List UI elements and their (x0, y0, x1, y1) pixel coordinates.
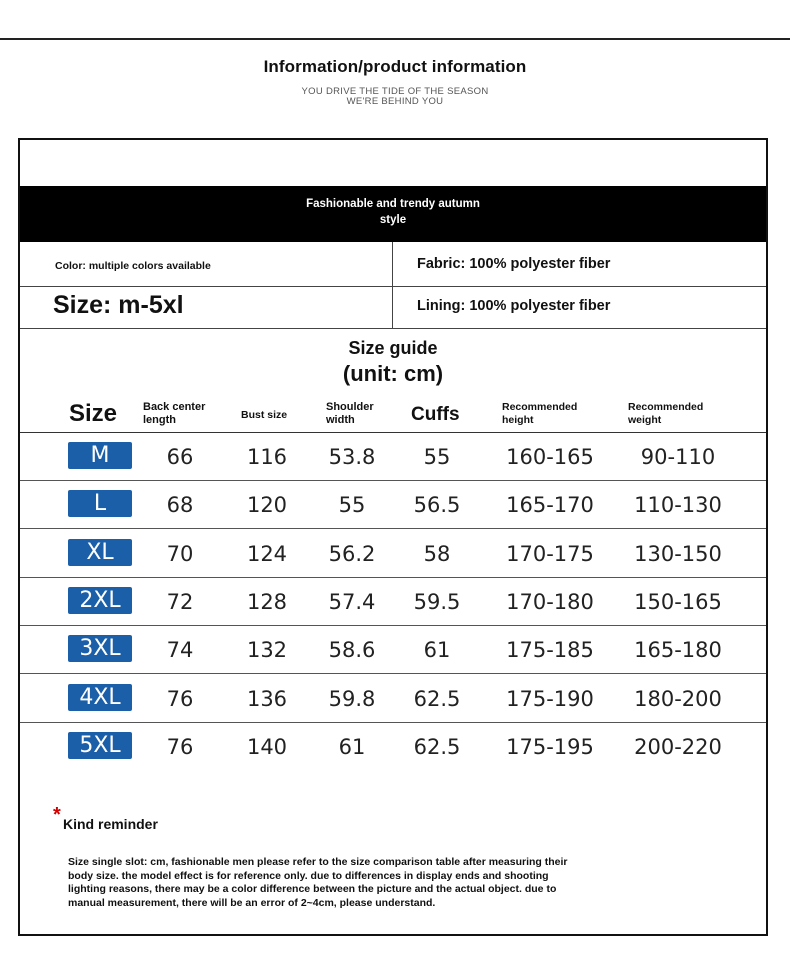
cell-bust: 136 (246, 686, 288, 711)
cell-back-center: 74 (166, 638, 194, 663)
header-shoulder (326, 401, 374, 427)
reminder-note-line-1: Size single slot: cm, fashionable men please refer to the size comparison table after measuring their (68, 856, 568, 868)
size-range: Size: m-5xl (53, 291, 184, 319)
reminder-title: Kind reminder (63, 816, 158, 832)
size-badge: 3XL (68, 635, 132, 662)
detail-row-divider (20, 286, 766, 287)
cell-cuffs: 62.5 (413, 686, 461, 711)
cell-cuffs: 62.5 (413, 734, 461, 759)
cell-shoulder: 61 (338, 734, 366, 759)
header-weight-line-1: Recommended (628, 401, 704, 413)
header-size: Size (69, 400, 118, 427)
header-cuffs: Cuffs (411, 404, 460, 425)
cell-bust: 132 (246, 638, 288, 663)
cell-height: 175-195 (506, 734, 594, 759)
cell-back-center: 72 (166, 589, 194, 614)
color-info: Color: multiple colors available (55, 260, 211, 272)
detail-column-divider (392, 242, 393, 328)
cell-back-center: 66 (166, 445, 194, 469)
header-height-line-2: height (502, 414, 534, 426)
info-card (18, 138, 768, 936)
table-row (20, 626, 766, 674)
cell-weight: 110-130 (634, 493, 722, 518)
header-weight (628, 401, 703, 427)
header-back-center-line-1: Back center (143, 401, 206, 413)
header-bust: Bust size (241, 409, 288, 421)
reminder-note (68, 856, 628, 910)
cell-height: 175-190 (506, 686, 594, 711)
header-back-center (143, 401, 205, 427)
size-badge: M (68, 442, 132, 469)
cell-height: 165-170 (506, 493, 594, 518)
table-row (20, 481, 766, 529)
cell-shoulder: 57.4 (328, 589, 376, 614)
cell-cuffs: 59.5 (413, 589, 461, 614)
cell-bust: 116 (246, 445, 288, 469)
slogan-line-2: WE'RE BEHIND YOU (346, 96, 444, 107)
header-back-center-line-2: length (143, 414, 176, 426)
cell-cuffs: 55 (423, 445, 451, 469)
cell-weight: 180-200 (634, 686, 722, 711)
cell-height: 175-185 (506, 638, 594, 663)
size-guide-title: Size guide (348, 338, 438, 358)
cell-shoulder: 59.8 (328, 686, 376, 711)
cell-height: 170-180 (506, 589, 594, 614)
size-badge: 2XL (68, 587, 132, 614)
table-row (20, 723, 766, 771)
cell-weight: 165-180 (634, 638, 722, 663)
cell-weight: 90-110 (640, 445, 716, 469)
header-height (502, 401, 577, 427)
table-row (20, 530, 766, 578)
size-badge: L (68, 490, 132, 517)
page-title: Information/product information (263, 57, 527, 76)
header-shoulder-line-2: width (326, 414, 355, 426)
cell-bust: 120 (246, 493, 288, 518)
table-row (20, 433, 766, 481)
cell-height: 170-175 (506, 541, 594, 566)
top-divider (0, 38, 790, 40)
cell-back-center: 70 (166, 541, 194, 566)
cell-cuffs: 58 (423, 541, 451, 566)
header-height-line-1: Recommended (502, 401, 578, 413)
reminder-star-icon: * (53, 804, 61, 826)
banner-line-1: Fashionable and trendy autumn (306, 198, 480, 210)
cell-back-center: 76 (166, 686, 194, 711)
cell-back-center: 76 (166, 734, 194, 759)
fabric-info: Fabric: 100% polyester fiber (417, 256, 611, 272)
banner-line-2: style (379, 214, 407, 226)
cell-bust: 124 (246, 541, 288, 566)
cell-shoulder: 53.8 (328, 445, 376, 469)
reminder-note-line-4: manual measurement, there will be an error of 2~4cm, please understand. (68, 896, 436, 909)
cell-shoulder: 55 (338, 493, 366, 518)
cell-shoulder: 58.6 (328, 638, 376, 663)
cell-weight: 130-150 (634, 541, 722, 566)
slogan-line-1: YOU DRIVE THE TIDE OF THE SEASON (301, 86, 489, 97)
cell-cuffs: 56.5 (413, 493, 461, 518)
size-badge: XL (68, 539, 132, 566)
header-shoulder-line-1: Shoulder (326, 401, 374, 413)
cell-back-center: 68 (166, 493, 194, 518)
cell-bust: 128 (246, 589, 288, 614)
lining-info: Lining: 100% polyester fiber (417, 298, 611, 314)
table-row (20, 675, 766, 723)
detail-bottom-divider (20, 328, 766, 329)
cell-shoulder: 56.2 (328, 541, 376, 566)
header-weight-line-2: weight (628, 414, 662, 426)
cell-bust: 140 (246, 734, 288, 759)
table-row (20, 578, 766, 626)
size-badge: 4XL (68, 684, 132, 711)
cell-weight: 150-165 (634, 589, 722, 614)
style-banner (20, 186, 766, 242)
cell-weight: 200-220 (634, 734, 722, 759)
reminder-note-line-2: body size. the model effect is for reference only. due to differences in display ends and shooting (68, 869, 549, 882)
reminder-note-line-3: lighting reasons, there may be a color difference between the picture and the actual object. due to (68, 883, 557, 895)
cell-cuffs: 61 (423, 638, 451, 663)
size-guide-unit: (unit: cm) (342, 361, 444, 386)
size-badge: 5XL (68, 732, 132, 759)
cell-height: 160-165 (506, 445, 594, 469)
